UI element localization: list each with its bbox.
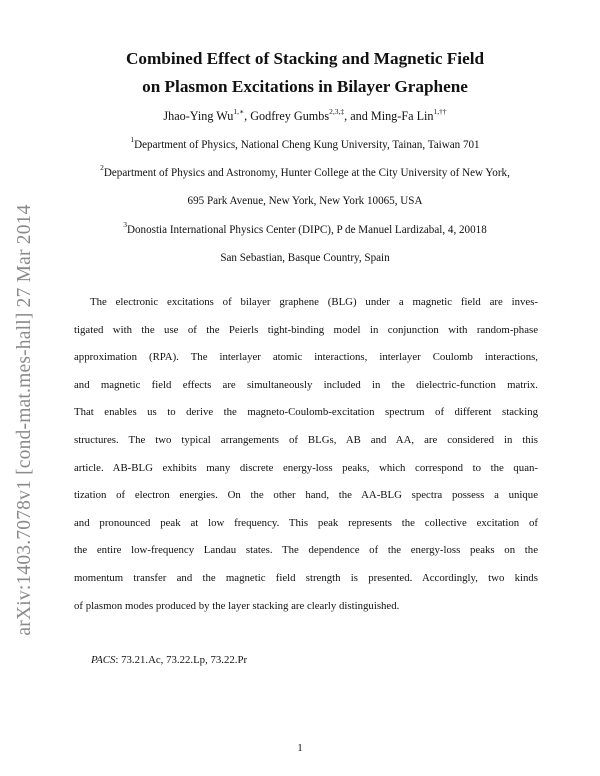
affiliation-1: [55, 135, 555, 155]
abstract-line: That enables us to derive the magneto-Coulomb-excitation spectrum of different stacking: [74, 406, 538, 419]
author-name: Ming-Fa Lin: [370, 109, 434, 123]
affiliation-text: Department of Physics, National Cheng Kung University, Tainan, Taiwan 701: [134, 139, 480, 151]
paper-title-line-2: on Plasmon Excitations in Bilayer Graphene: [142, 77, 468, 96]
pacs-label: PACS: [91, 654, 116, 666]
author-name: Jhao-Ying Wu: [163, 109, 234, 123]
abstract-line: tization of electron energies. On the other hand, the AA-BLG spectra possess a unique: [74, 489, 538, 502]
abstract: [74, 289, 538, 620]
abstract-line: the entire low-frequency Landau states. The dependence of the energy-loss peaks on the: [74, 544, 538, 557]
affiliation-text: Department of Physics and Astronomy, Hunter College at the City University of New York,: [103, 167, 510, 179]
abstract-line: of plasmon modes produced by the layer stacking are clearly distinguished.: [74, 599, 400, 612]
affiliation-2-address: 695 Park Avenue, New York, New York 10065, USA: [187, 195, 423, 207]
paper-title-line-1: Combined Effect of Stacking and Magnetic Field: [125, 49, 485, 68]
pacs-values: : 73.21.Ac, 73.22.Lp, 73.22.Pr: [115, 654, 248, 666]
abstract-line: tigated with the use of the Peierls tight-binding model in conjunction with random-phase: [74, 323, 538, 336]
arxiv-identifier-stamp: [10, 0, 40, 776]
abstract-line: approximation (RPA). The interlayer atomic interactions, interlayer Coulomb interactions,: [74, 351, 538, 364]
abstract-line: momentum transfer and the magnetic field strength is presented. Accordingly, two kinds: [74, 571, 538, 584]
abstract-line: and pronounced peak at low frequency. This peak represents the collective excitation of: [74, 516, 538, 529]
affiliation-3: [55, 220, 555, 240]
page-number: 1: [297, 742, 303, 754]
abstract-line: and magnetic field effects are simultaneously included in the dielectric-function matrix.: [74, 378, 538, 391]
author-separator: , and: [344, 109, 371, 123]
author-affiliation-mark: 2,3,‡: [329, 106, 345, 116]
arxiv-identifier-text: arXiv:1403.7078v1 [cond-mat.mes-hall] 27 Mar 2014: [14, 204, 35, 636]
affiliation-text: Donostia International Physics Center (DIPC), P de Manuel Lardizabal, 4, 20018: [126, 224, 487, 236]
abstract-line: structures. The two typical arrangements of BLGs, AB and AA, are considered in this: [74, 433, 538, 446]
affiliation-2: [55, 163, 555, 183]
affiliation-3-address: San Sebastian, Basque Country, Spain: [220, 252, 390, 264]
abstract-line: article. AB-BLG exhibits many discrete energy-loss peaks, which correspond to the quan-: [74, 461, 538, 474]
affiliation-mark: 1: [130, 135, 135, 145]
pacs-codes: [91, 650, 247, 670]
affiliation-mark: 3: [123, 220, 127, 230]
author-name: Godfrey Gumbs: [250, 109, 330, 123]
abstract-line: The electronic excitations of bilayer graphene (BLG) under a magnetic field are inves-: [90, 296, 538, 308]
author-list: [60, 105, 550, 127]
author-affiliation-mark: 1,††: [433, 106, 447, 116]
author-separator: ,: [244, 109, 251, 123]
affiliation-mark: 2: [100, 163, 104, 173]
author-affiliation-mark: 1,∗: [233, 106, 245, 116]
